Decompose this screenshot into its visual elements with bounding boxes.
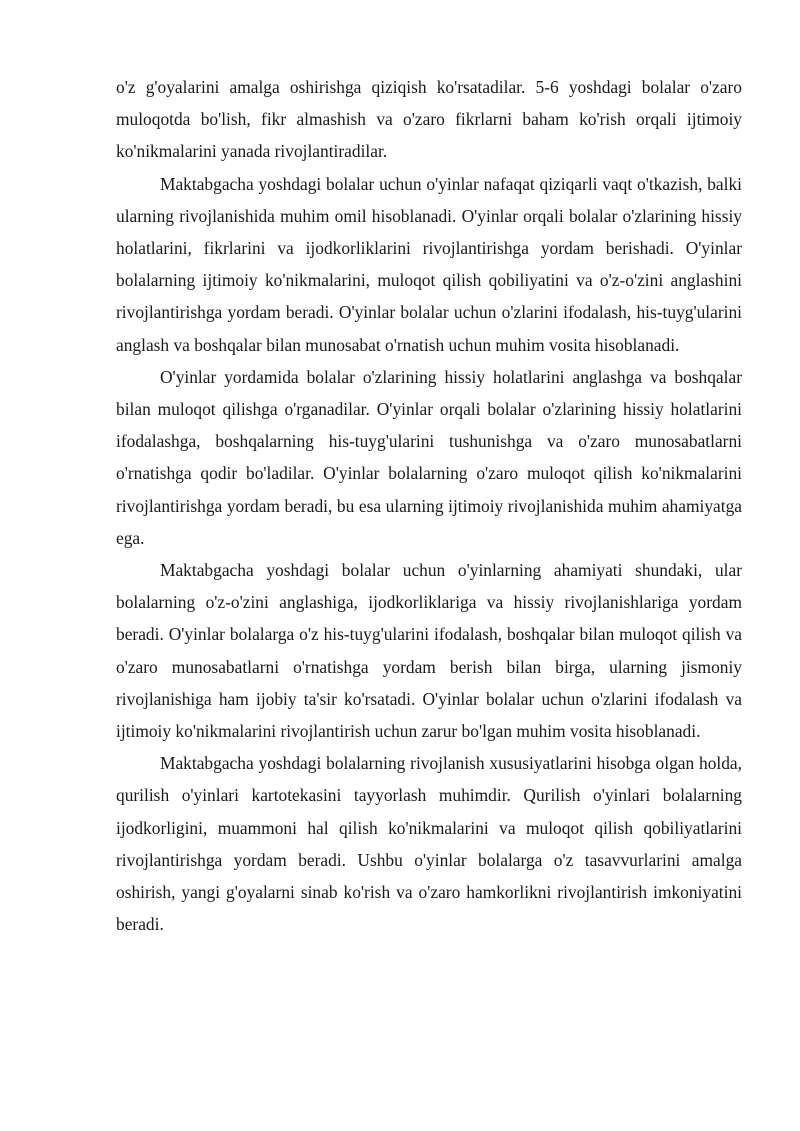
- document-body: [116, 71, 742, 940]
- paragraph-construction-games: Maktabgacha yoshdagi bolalarning rivojlanish xususiyatlarini hisobga olgan holda, qurilish o'yinlari kartotekasini tayyorlash muhimdir. Qurilish o'yinlari bolalarning ijodkorligini, muammoni hal qilish ko'nikmalarini va muloqot qilish qobiliyatlarini rivojlantirishga yordam beradi. Ushbu o'yinlar bolalarga o'z tasavvurlarini amalga oshirish, yangi g'oyalarni sinab ko'rish va o'zaro hamkorlikni rivojlantirish imkoniyatini beradi.: [116, 753, 742, 935]
- paragraph-self-awareness: Maktabgacha yoshdagi bolalar uchun o'yinlarning ahamiyati shundaki, ular bolalarning o'z-o'zini anglashiga, ijodkorliklariga va hissiy rivojlanishlariga yordam beradi. O'yinlar bolalarga o'z his-tuyg'ularini ifodalash, boshqalar bilan muloqot qilish va o'zaro munosabatlarni o'rnatishga yordam berish bilan birga, ularning jismoniy rivojlanishiga ham ijobiy ta'sir ko'rsatadi. O'yinlar bolalar uchun o'zlarini ifodalash va ijtimoiy ko'nikmalarini rivojlantirish uchun zarur bo'lgan muhim vosita hisoblanadi.: [116, 560, 742, 742]
- paragraph-games-importance: Maktabgacha yoshdagi bolalar uchun o'yinlar nafaqat qiziqarli vaqt o'tkazish, balki ularning rivojlanishida muhim omil hisoblanadi. O'yinlar orqali bolalar o'zlarining hissiy holatlarini, fikrlarini va ijodkorliklarini rivojlantirishga yordam berishadi. O'yinlar bolalarning ijtimoiy ko'nikmalarini, muloqot qilish qobiliyatini va o'z-o'zini anglashini rivojlantirishga yordam beradi. O'yinlar bolalar uchun o'zlarini ifodalash, his-tuyg'ularini anglash va boshqalar bilan munosabat o'rnatish uchun muhim vosita hisoblanadi.: [116, 173, 742, 355]
- paragraph-emotional-states: O'yinlar yordamida bolalar o'zlarining hissiy holatlarini anglashga va boshqalar bilan muloqot qilishga o'rganadilar. O'yinlar orqali bolalar o'zlarining hissiy holatlarini ifodalashga, boshqalarning his-tuyg'ularini tushunishga va o'zaro munosabatlarni o'rnatishga qodir bo'ladilar. O'yinlar bolalarning o'zaro muloqot qilish ko'nikmalarini rivojlantirishga yordam beradi, bu esa ularning ijtimoiy rivojlanishida muhim ahamiyatga ega.: [116, 366, 742, 548]
- paragraph-continuation: o'z g'oyalarini amalga oshirishga qiziqish ko'rsatadilar. 5-6 yoshdagi bolalar o'zaro muloqotda bo'lish, fikr almashish va o'zaro fikrlarni baham ko'rish orqali ijtimoiy ko'nikmalarini yanada rivojlantiradilar.: [116, 77, 742, 162]
